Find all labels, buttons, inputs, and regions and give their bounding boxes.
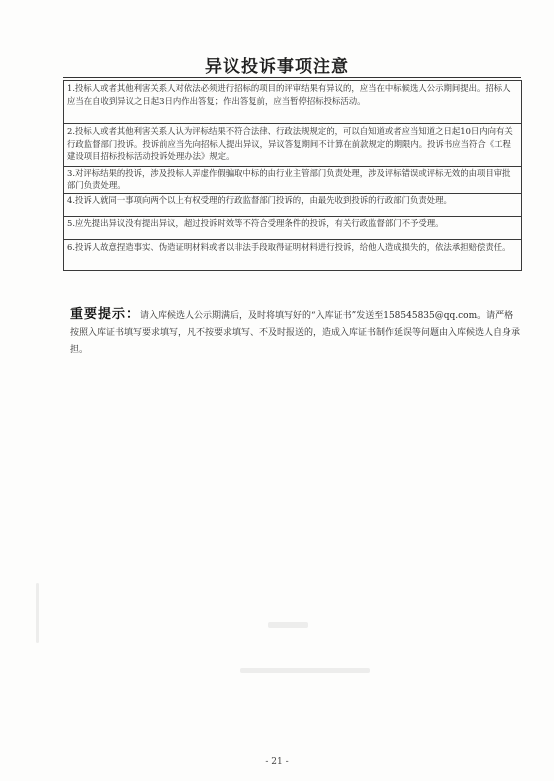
scan-artifact [240, 668, 370, 673]
rule-item-4: 4.投诉人就同一事项向两个以上有权受理的行政监督部门投诉的，由最先收到投诉的行政部门负责处理。 [64, 194, 522, 217]
important-notice [70, 306, 522, 359]
rule-row [64, 217, 522, 240]
rule-row [64, 81, 522, 124]
notice-label: 重要提示： [70, 307, 141, 322]
rules-table [63, 80, 522, 271]
notice-text: 请入库候选人公示期满后，及时将填写好的“入库证书”发送至158545835@qq.com。请严格按照入库证书填写要求填写，凡不按要求填写、不及时报送的，造成入库证书制作延误等问题由入库候选人自身承担。 [70, 311, 521, 355]
rule-item-2: 2.投标人或者其他利害关系人认为评标结果不符合法律、行政法规规定的，可以自知道或者应当知道之日起10日内向有关行政监督部门投诉。投诉前应当先向招标人提出异议，异议答复期间不计算在前款规定的期限内。投诉书应当符合《工程建设项目招标投标活动投诉处理办法》规定。 [64, 124, 522, 167]
title-divider [63, 77, 521, 78]
rule-item-1: 1.投标人或者其他利害关系人对依法必须进行招标的项目的评审结果有异议的，应当在中标候选人公示期间提出。招标人应当在自收到异议之日起3日内作出答复；作出答复前，应当暂停招标投标活动。 [64, 81, 522, 124]
scan-artifact [36, 583, 39, 643]
rule-row [64, 124, 522, 167]
rule-item-5: 5.应先提出异议没有提出异议，超过投诉时效等不符合受理条件的投诉，有关行政监督部门不予受理。 [64, 217, 522, 240]
rule-row [64, 167, 522, 194]
rule-item-6: 6.投诉人故意捏造事实、伪造证明材料或者以非法手段取得证明材料进行投诉，给他人造成损失的，依法承担赔偿责任。 [64, 240, 522, 271]
rule-item-3: 3.对评标结果的投诉，涉及投标人弄虚作假骗取中标的由行业主管部门负责处理，涉及评标错误或评标无效的由项目审批部门负责处理。 [64, 167, 522, 194]
scan-artifact [268, 622, 308, 628]
rule-row [64, 240, 522, 271]
page-title: 异议投诉事项注意 [205, 57, 349, 77]
rule-row [64, 194, 522, 217]
page-number: - 21 - [265, 757, 289, 767]
